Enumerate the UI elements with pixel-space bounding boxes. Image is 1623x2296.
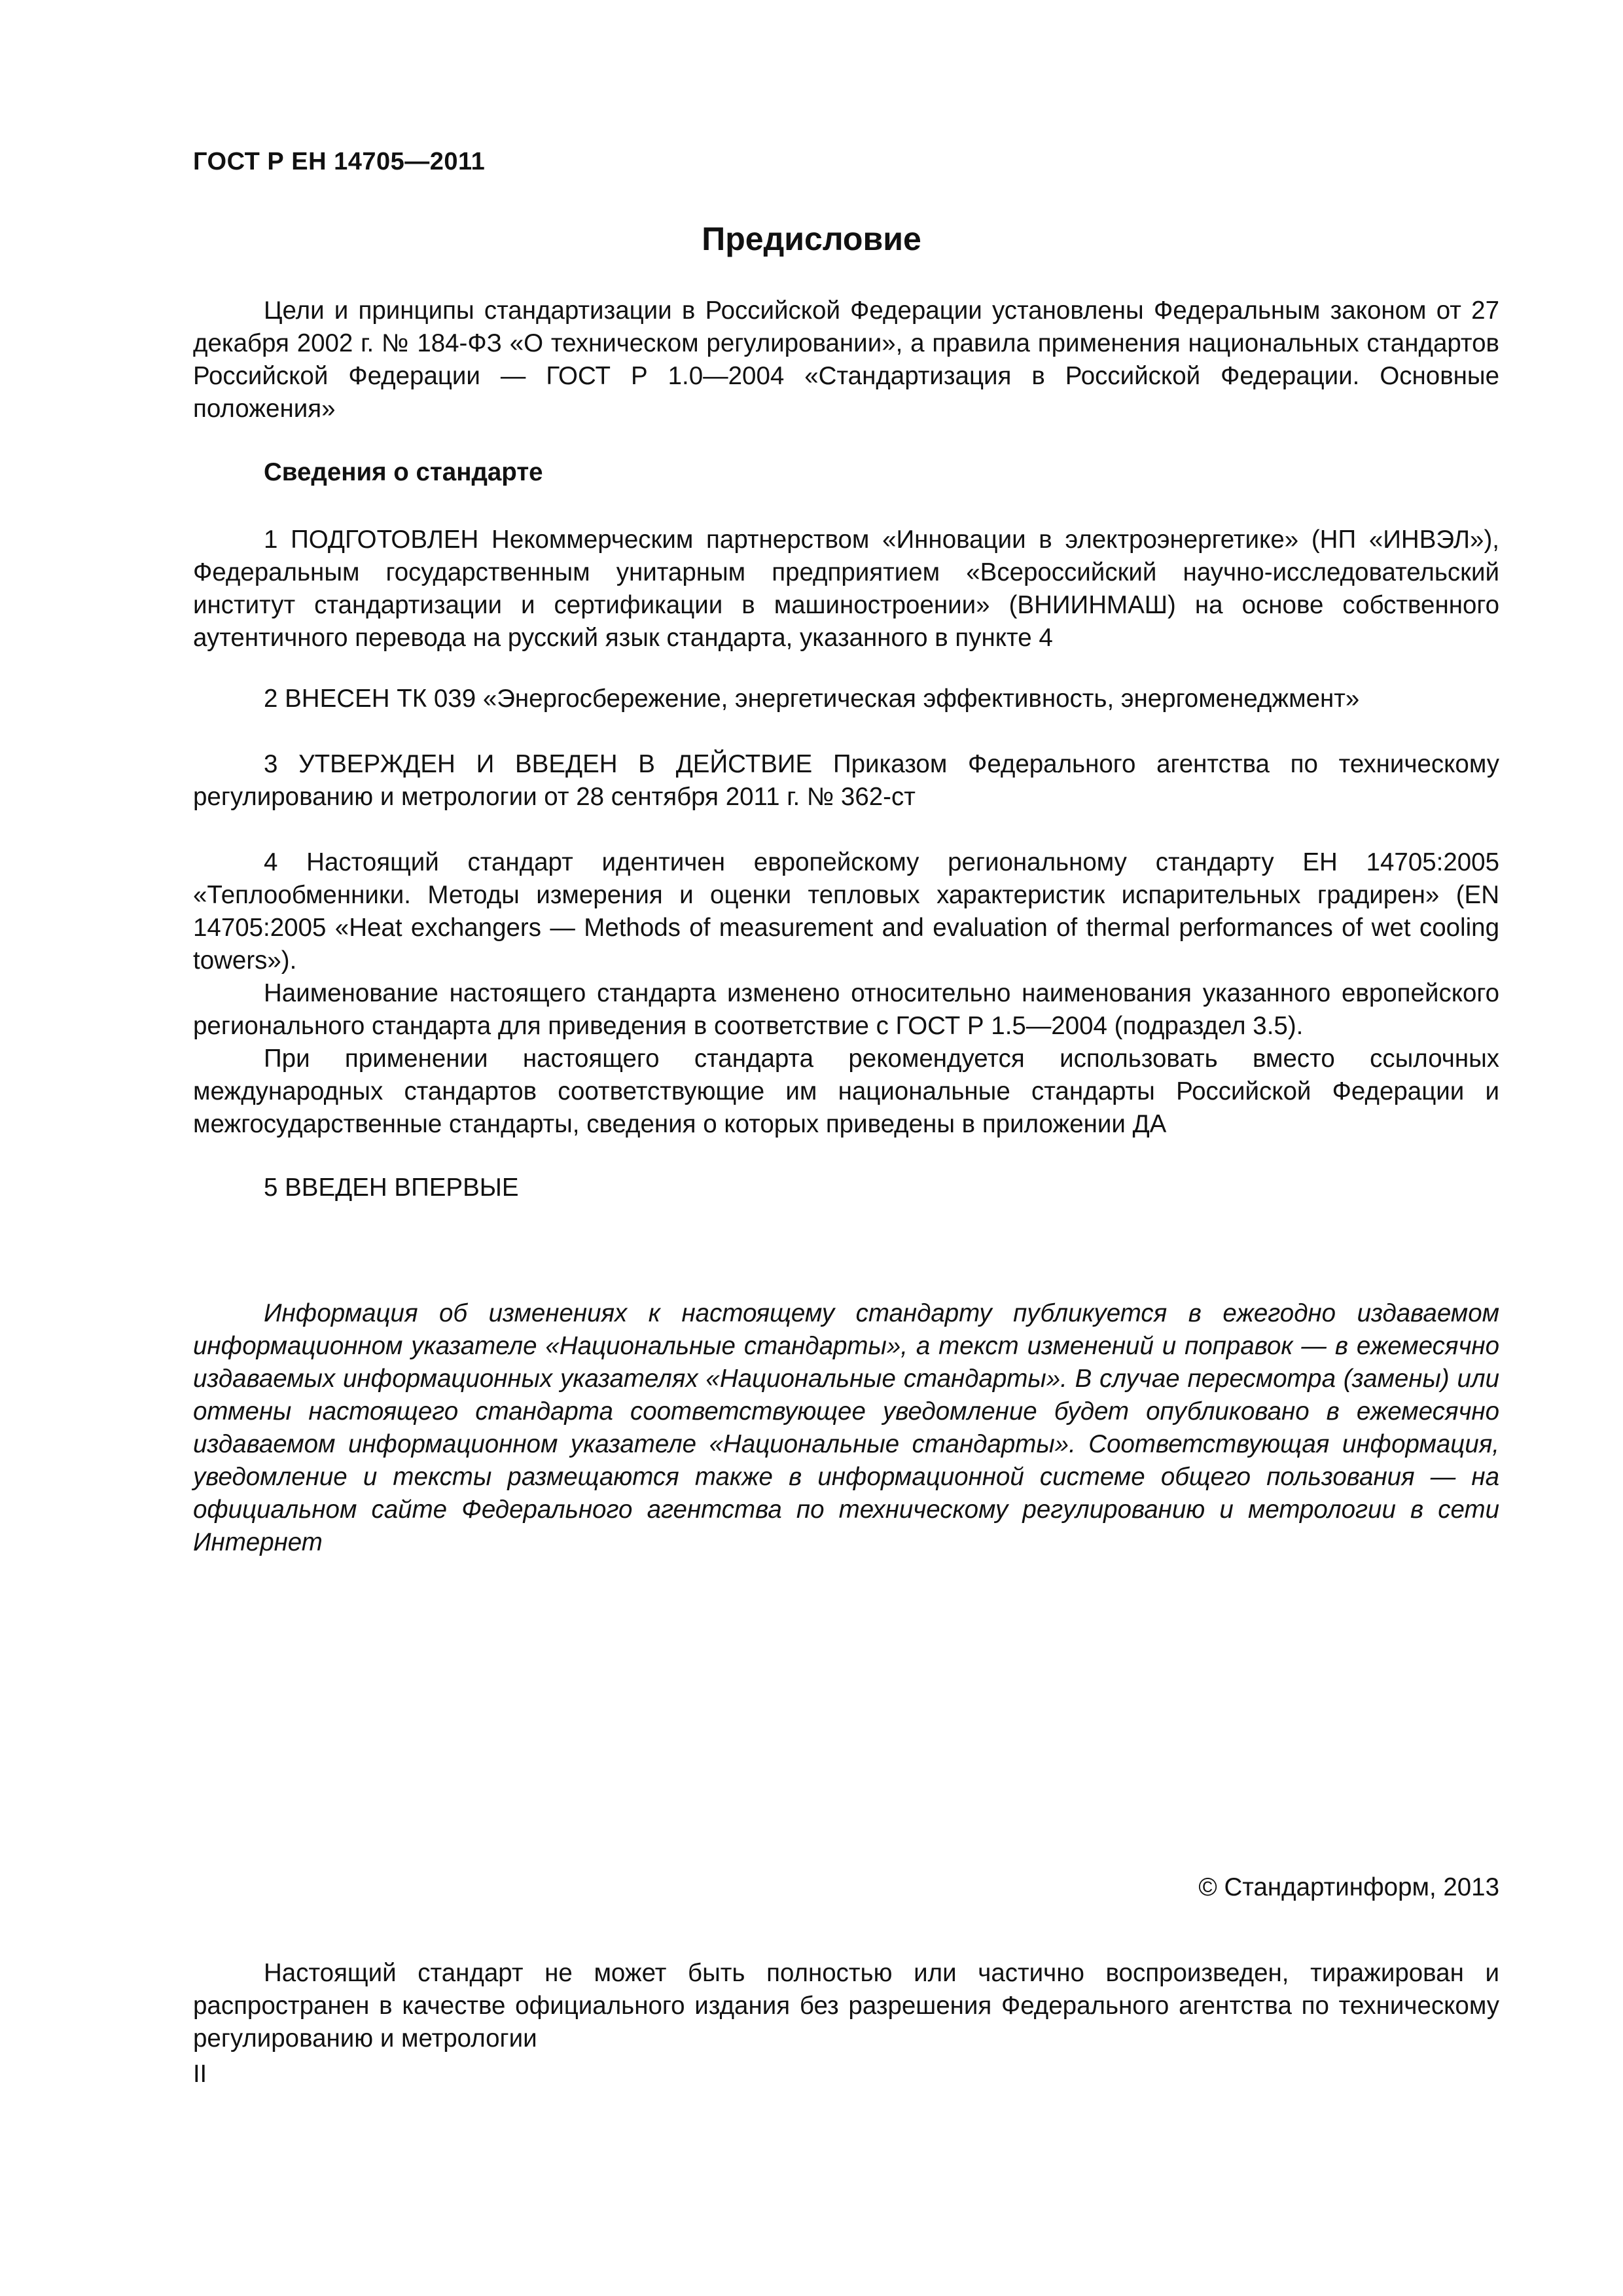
item-5-block (193, 1172, 1499, 1204)
page-number: II (193, 2060, 207, 2088)
reproduction-notice-block (193, 1957, 1499, 2055)
changes-info-paragraph: Информация об изменениях к настоящему стандарту публикуется в ежегодно издаваемом информационном указателе «Национальные стандарты», а текст изменений и поправок — в ежемесячно издаваемых информационных указателях «Национальные стандарты». В случае пересмотра (замены) или отмены настоящего стандарта соответствующее уведомление будет опубликовано в ежемесячно издаваемом информационном указателе «Национальные стандарты». Соответствующая информация, уведомление и тексты размещаются также в информационной системе общего пользования — на официальном сайте Федерального агентства по техническому регулированию и метрологии в сети Интернет (193, 1299, 1499, 1556)
intro-block (193, 295, 1499, 425)
item-1-block (193, 524, 1499, 655)
intro-paragraph: Цели и принципы стандартизации в Российской Федерации установлены Федеральным законом от 27 декабря 2002 г. № 184-ФЗ «О техническом регулировании», а правила применения национальных стандартов Российской Федерации — ГОСТ Р 1.0—2004 «Стандартизация в Российской Федерации. Основные положения» (193, 296, 1499, 423)
item-2-block (193, 683, 1499, 715)
item-4-paragraph-1: 4 Настоящий стандарт идентичен европейскому региональному стандарту ЕН 14705:2005 «Теплообменники. Методы измерения и оценки тепловых характеристик испарительных градирен» (EN 14705:2005 «Heat exchangers — Methods of measurement and evaluation of thermal performances of wet cooling towers»). (193, 848, 1499, 975)
item-1-paragraph: 1 ПОДГОТОВЛЕН Некоммерческим партнерством «Инновации в электроэнергетике» (НП «ИНВЭЛ»), Федеральным государственным унитарным предприятием «Всероссийский научно-исследовательский институт стандартизации и сертификации в машиностроении» (ВНИИНМАШ) на основе собственного аутентичного перевода на русский язык стандарта, указанного в пункте 4 (193, 526, 1499, 652)
item-2-paragraph: 2 ВНЕСЕН ТК 039 «Энергосбережение, энергетическая эффективность, энергоменеджмент» (264, 685, 1360, 713)
item-5-paragraph: 5 ВВЕДЕН ВПЕРВЫЕ (264, 1174, 519, 1202)
changes-info-block (193, 1297, 1499, 1559)
item-3-paragraph: 3 УТВЕРЖДЕН И ВВЕДЕН В ДЕЙСТВИЕ Приказом Федерального агентства по техническому регулированию и метрологии от 28 сентября 2011 г. № 362-ст (193, 750, 1499, 811)
copyright-line: © Стандартинформ, 2013 (1198, 1873, 1499, 1901)
reproduction-notice-paragraph: Настоящий стандарт не может быть полностью или частично воспроизведен, тиражирован и распространен в качестве официального издания без разрешения Федерального агентства по техническому регулированию и метрологии (193, 1959, 1499, 2053)
item-4-block (193, 846, 1499, 1141)
item-3-block (193, 748, 1499, 814)
page-title: Предисловие (702, 221, 921, 257)
item-4-paragraph-3: При применении настоящего стандарта рекомендуется использовать вместо ссылочных международных стандартов соответствующие им национальные стандарты Российской Федерации и межгосударственные стандарты, сведения о которых приведены в приложении ДА (193, 1045, 1499, 1138)
item-4-paragraph-2: Наименование настоящего стандарта изменено относительно наименования указанного европейского регионального стандарта для приведения в соответствие с ГОСТ Р 1.5—2004 (подраздел 3.5). (193, 979, 1499, 1040)
standard-code: ГОСТ Р ЕН 14705—2011 (193, 148, 486, 175)
section-heading: Сведения о стандарте (264, 458, 543, 486)
